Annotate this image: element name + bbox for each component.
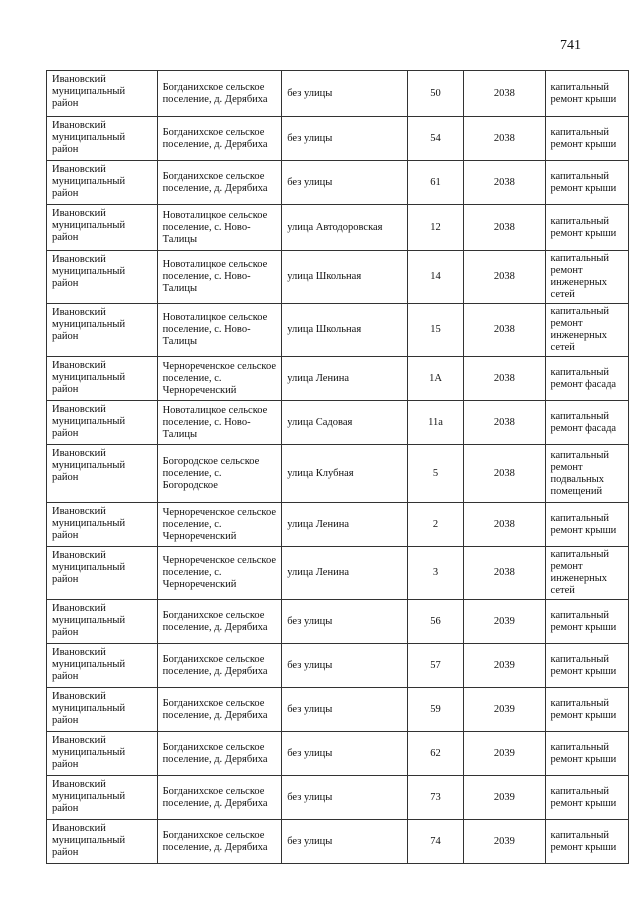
district-cell: Ивановский муниципальный район <box>47 503 158 547</box>
district-cell: Ивановский муниципальный район <box>47 732 158 776</box>
table-row <box>47 820 629 864</box>
settlement-cell: Богданихское сельское поселение, д. Дерябиха <box>157 732 282 776</box>
work-type-cell: капитальный ремонт крыши <box>545 71 628 117</box>
work-type-cell: капитальный ремонт подвальных помещений <box>545 445 628 503</box>
street-cell: улица Садовая <box>282 401 408 445</box>
repair-schedule-table <box>46 70 629 864</box>
district-cell: Ивановский муниципальный район <box>47 205 158 251</box>
district-cell: Ивановский муниципальный район <box>47 304 158 357</box>
work-type-cell: капитальный ремонт инженерных сетей <box>545 547 628 600</box>
district-cell: Ивановский муниципальный район <box>47 776 158 820</box>
work-type-cell: капитальный ремонт инженерных сетей <box>545 304 628 357</box>
table-row <box>47 401 629 445</box>
work-type-cell: капитальный ремонт крыши <box>545 161 628 205</box>
district-cell: Ивановский муниципальный район <box>47 251 158 304</box>
settlement-cell: Новоталицкое сельское поселение, с. Ново-Талицы <box>157 401 282 445</box>
house-number-cell: 2 <box>407 503 463 547</box>
settlement-cell: Чернореченское сельское поселение, с. Чернореченский <box>157 547 282 600</box>
district-cell: Ивановский муниципальный район <box>47 445 158 503</box>
year-cell: 2038 <box>464 117 545 161</box>
street-cell: без улицы <box>282 776 408 820</box>
year-cell: 2039 <box>464 600 545 644</box>
street-cell: без улицы <box>282 688 408 732</box>
street-cell: без улицы <box>282 644 408 688</box>
street-cell: без улицы <box>282 732 408 776</box>
table-row <box>47 688 629 732</box>
work-type-cell: капитальный ремонт крыши <box>545 644 628 688</box>
year-cell: 2039 <box>464 688 545 732</box>
year-cell: 2038 <box>464 357 545 401</box>
table-row <box>47 161 629 205</box>
year-cell: 2038 <box>464 251 545 304</box>
house-number-cell: 62 <box>407 732 463 776</box>
house-number-cell: 15 <box>407 304 463 357</box>
street-cell: без улицы <box>282 71 408 117</box>
table-row <box>47 644 629 688</box>
street-cell: без улицы <box>282 600 408 644</box>
district-cell: Ивановский муниципальный район <box>47 644 158 688</box>
house-number-cell: 14 <box>407 251 463 304</box>
house-number-cell: 1А <box>407 357 463 401</box>
settlement-cell: Богданихское сельское поселение, д. Дерябиха <box>157 71 282 117</box>
district-cell: Ивановский муниципальный район <box>47 688 158 732</box>
district-cell: Ивановский муниципальный район <box>47 600 158 644</box>
year-cell: 2038 <box>464 304 545 357</box>
district-cell: Ивановский муниципальный район <box>47 401 158 445</box>
year-cell: 2039 <box>464 820 545 864</box>
year-cell: 2038 <box>464 71 545 117</box>
district-cell: Ивановский муниципальный район <box>47 547 158 600</box>
house-number-cell: 3 <box>407 547 463 600</box>
street-cell: улица Ленина <box>282 357 408 401</box>
house-number-cell: 73 <box>407 776 463 820</box>
year-cell: 2039 <box>464 732 545 776</box>
table-row <box>47 357 629 401</box>
street-cell: без улицы <box>282 161 408 205</box>
street-cell: без улицы <box>282 820 408 864</box>
page-number: 741 <box>560 38 581 53</box>
settlement-cell: Богданихское сельское поселение, д. Дерябиха <box>157 644 282 688</box>
house-number-cell: 61 <box>407 161 463 205</box>
table-row <box>47 776 629 820</box>
settlement-cell: Богданихское сельское поселение, д. Дерябиха <box>157 600 282 644</box>
settlement-cell: Богданихское сельское поселение, д. Дерябиха <box>157 776 282 820</box>
district-cell: Ивановский муниципальный район <box>47 71 158 117</box>
year-cell: 2038 <box>464 503 545 547</box>
work-type-cell: капитальный ремонт крыши <box>545 600 628 644</box>
year-cell: 2038 <box>464 205 545 251</box>
table-row <box>47 205 629 251</box>
year-cell: 2038 <box>464 445 545 503</box>
house-number-cell: 12 <box>407 205 463 251</box>
district-cell: Ивановский муниципальный район <box>47 117 158 161</box>
work-type-cell: капитальный ремонт крыши <box>545 688 628 732</box>
table-row <box>47 251 629 304</box>
work-type-cell: капитальный ремонт крыши <box>545 117 628 161</box>
street-cell: улица Клубная <box>282 445 408 503</box>
table-row <box>47 71 629 117</box>
house-number-cell: 59 <box>407 688 463 732</box>
table-body <box>47 71 629 864</box>
house-number-cell: 5 <box>407 445 463 503</box>
work-type-cell: капитальный ремонт крыши <box>545 776 628 820</box>
settlement-cell: Богданихское сельское поселение, д. Дерябиха <box>157 161 282 205</box>
house-number-cell: 50 <box>407 71 463 117</box>
year-cell: 2039 <box>464 644 545 688</box>
street-cell: улица Автодоровская <box>282 205 408 251</box>
settlement-cell: Новоталицкое сельское поселение, с. Ново-Талицы <box>157 205 282 251</box>
settlement-cell: Чернореченское сельское поселение, с. Чернореченский <box>157 503 282 547</box>
district-cell: Ивановский муниципальный район <box>47 820 158 864</box>
year-cell: 2038 <box>464 161 545 205</box>
work-type-cell: капитальный ремонт фасада <box>545 357 628 401</box>
table-row <box>47 117 629 161</box>
district-cell: Ивановский муниципальный район <box>47 161 158 205</box>
settlement-cell: Богданихское сельское поселение, д. Дерябиха <box>157 820 282 864</box>
house-number-cell: 11а <box>407 401 463 445</box>
house-number-cell: 56 <box>407 600 463 644</box>
table-row <box>47 445 629 503</box>
house-number-cell: 57 <box>407 644 463 688</box>
table-row <box>47 600 629 644</box>
year-cell: 2038 <box>464 401 545 445</box>
settlement-cell: Богданихское сельское поселение, д. Дерябиха <box>157 688 282 732</box>
work-type-cell: капитальный ремонт крыши <box>545 205 628 251</box>
table-row <box>47 732 629 776</box>
settlement-cell: Новоталицкое сельское поселение, с. Ново-Талицы <box>157 304 282 357</box>
settlement-cell: Новоталицкое сельское поселение, с. Ново-Талицы <box>157 251 282 304</box>
work-type-cell: капитальный ремонт фасада <box>545 401 628 445</box>
work-type-cell: капитальный ремонт крыши <box>545 503 628 547</box>
work-type-cell: капитальный ремонт крыши <box>545 820 628 864</box>
table-row <box>47 547 629 600</box>
district-cell: Ивановский муниципальный район <box>47 357 158 401</box>
year-cell: 2039 <box>464 776 545 820</box>
table-row <box>47 503 629 547</box>
year-cell: 2038 <box>464 547 545 600</box>
table-row <box>47 304 629 357</box>
street-cell: улица Школьная <box>282 251 408 304</box>
house-number-cell: 54 <box>407 117 463 161</box>
settlement-cell: Богородское сельское поселение, с. Богородское <box>157 445 282 503</box>
settlement-cell: Чернореченское сельское поселение, с. Чернореченский <box>157 357 282 401</box>
street-cell: улица Ленина <box>282 503 408 547</box>
street-cell: улица Ленина <box>282 547 408 600</box>
work-type-cell: капитальный ремонт инженерных сетей <box>545 251 628 304</box>
house-number-cell: 74 <box>407 820 463 864</box>
work-type-cell: капитальный ремонт крыши <box>545 732 628 776</box>
settlement-cell: Богданихское сельское поселение, д. Дерябиха <box>157 117 282 161</box>
street-cell: без улицы <box>282 117 408 161</box>
street-cell: улица Школьная <box>282 304 408 357</box>
